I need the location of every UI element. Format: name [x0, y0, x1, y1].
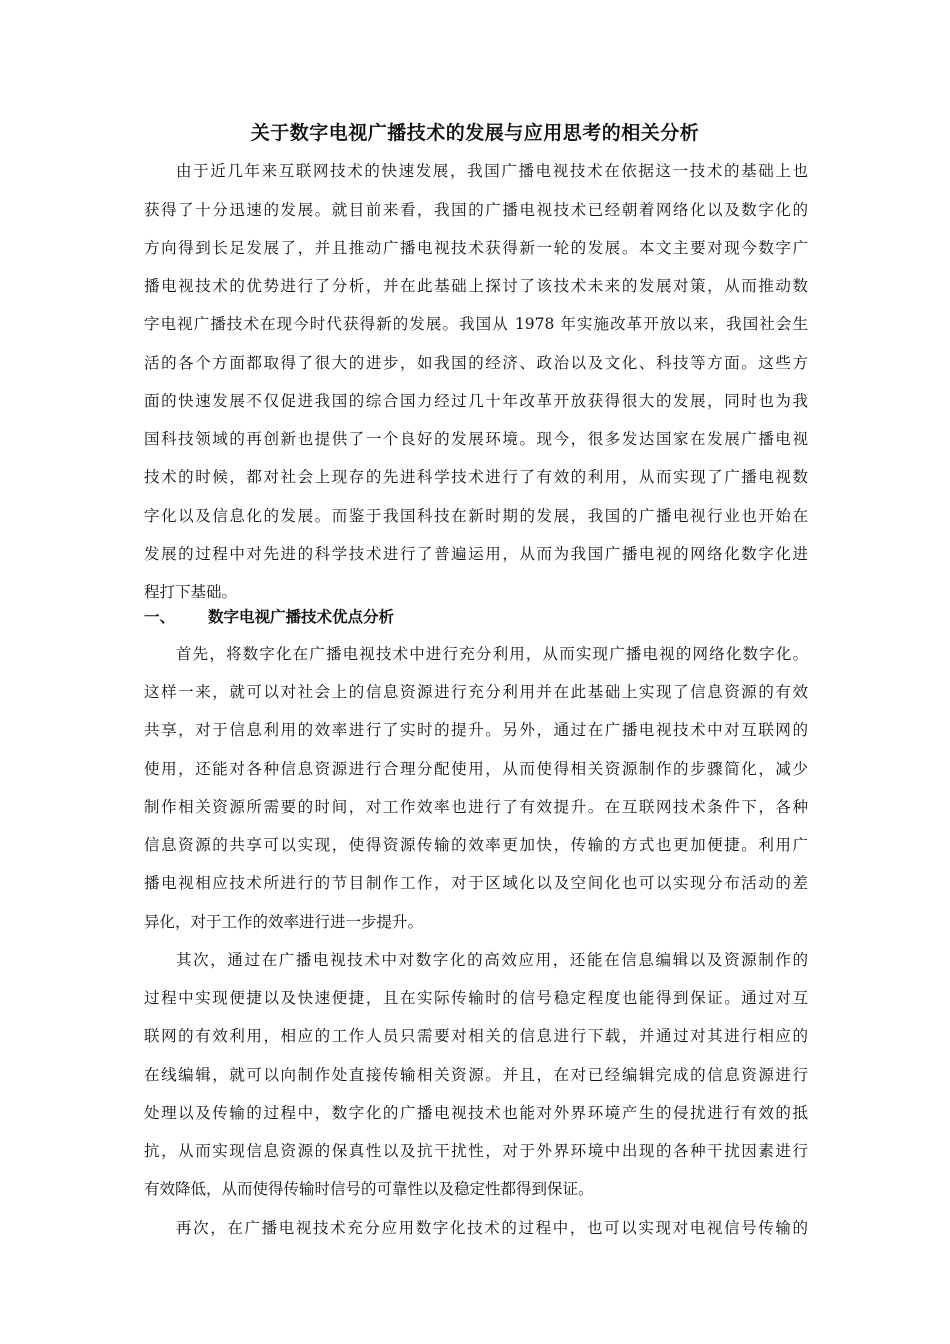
paragraph-line: 播电视技术的优势进行了分析，并在此基础上探讨了该技术未来的发展对策，从而推动数	[144, 277, 808, 295]
paragraph-line: 再次，在广播电视技术充分应用数字化技术的过程中，也可以实现对电视信号传输的	[176, 1219, 808, 1237]
paragraph-line: 共享，对于信息利用的效率进行了实时的提升。另外，通过在广播电视技术中对互联网的	[144, 721, 808, 739]
paragraph-line: 这样一来，就可以对社会上的信息资源进行充分利用并在此基础上实现了信息资源的有效	[144, 683, 808, 701]
paragraph-line: 异化，对于工作的效率进行进一步提升。	[144, 913, 424, 931]
section-number: 一、	[144, 607, 176, 626]
document-title: 关于数字电视广播技术的发展与应用思考的相关分析	[250, 122, 700, 144]
section-heading	[144, 606, 394, 628]
paragraph-line: 首先，将数字化在广播电视技术中进行充分利用，从而实现广播电视的网络化数字化。	[176, 645, 808, 663]
paragraph-line: 发展的过程中对先进的科学技术进行了普遍运用，从而为我国广播电视的网络化数字化进	[144, 545, 808, 563]
paragraph-line: 播电视相应技术所进行的节目制作工作，对于区域化以及空间化也可以实现分布活动的差	[144, 874, 808, 892]
section-heading-text: 数字电视广播技术优点分析	[208, 607, 395, 626]
paragraph-line: 信息资源的共享可以实现，使得资源传输的效率更加快，传输的方式也更加便捷。利用广	[144, 836, 808, 854]
paragraph-line: 国科技领域的再创新也提供了一个良好的发展环境。现今，很多发达国家在发展广播电视	[144, 430, 808, 448]
paragraph-line: 在线编辑，就可以向制作处直接传输相关资源。并且，在对已经编辑完成的信息资源进行	[144, 1066, 808, 1084]
paragraph-line: 程打下基础。	[144, 583, 238, 601]
paragraph-line: 其次，通过在广播电视技术中对数字化的高效应用，还能在信息编辑以及资源制作的	[176, 951, 808, 969]
paragraph-line: 有效降低，从而使得传输时信号的可靠性以及稳定性都得到保证。	[144, 1180, 594, 1198]
paragraph-line: 方向得到长足发展了，并且推动广播电视技术获得新一轮的发展。本文主要对现今数字广	[144, 239, 808, 257]
paragraph-line: 处理以及传输的过程中，数字化的广播电视技术也能对外界环境产生的侵扰进行有效的抵	[144, 1104, 808, 1122]
paragraph-line: 字化以及信息化的发展。而鉴于我国科技在新时期的发展，我国的广播电视行业也开始在	[144, 507, 808, 525]
paragraph-line: 获得了十分迅速的发展。就目前来看，我国的广播电视技术已经朝着网络化以及数字化的	[144, 201, 808, 219]
paragraph-line: 技术的时候，都对社会上现存的先进科学技术进行了有效的利用，从而实现了广播电视数	[144, 468, 808, 486]
paragraph-line: 字电视广播技术在现今时代获得新的发展。我国从 1978 年实施改革开放以来，我国社会生	[144, 315, 808, 333]
paragraph-line: 过程中实现便捷以及快速便捷，且在实际传输时的信号稳定程度也能得到保证。通过对互	[144, 989, 808, 1007]
paragraph-line: 抗，从而实现信息资源的保真性以及抗干扰性，对于外界环境中出现的各种干扰因素进行	[144, 1142, 808, 1160]
paragraph-line: 面的快速发展不仅促进我国的综合国力经过几十年改革开放获得很大的发展，同时也为我	[144, 392, 808, 410]
paragraph-line: 使用，还能对各种信息资源进行合理分配使用，从而使得相关资源制作的步骤简化，减少	[144, 760, 808, 778]
paragraph-line: 由于近几年来互联网技术的快速发展，我国广播电视技术在依据这一技术的基础上也	[176, 162, 808, 180]
paragraph-line: 联网的有效利用，相应的工作人员只需要对相关的信息进行下载，并通过对其进行相应的	[144, 1027, 808, 1045]
paragraph-line: 活的各个方面都取得了很大的进步，如我国的经济、政治以及文化、科技等方面。这些方	[144, 354, 808, 372]
paragraph-line: 制作相关资源所需要的时间，对工作效率也进行了有效提升。在互联网技术条件下，各种	[144, 798, 808, 816]
